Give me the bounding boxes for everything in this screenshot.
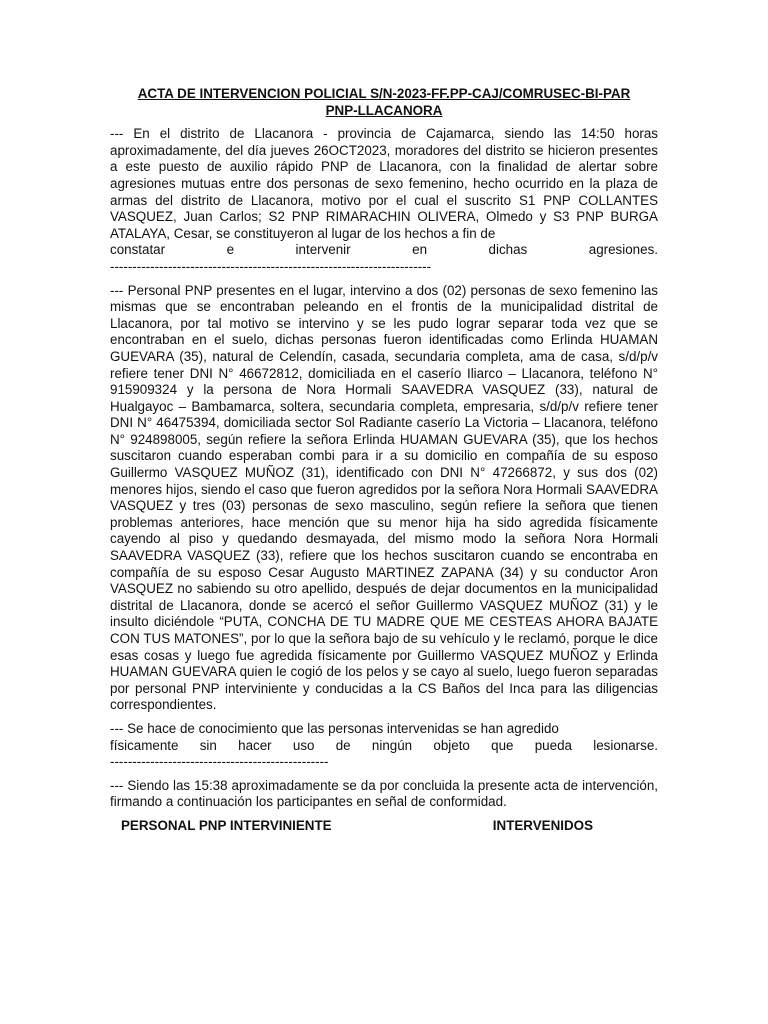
document-title xyxy=(110,86,658,119)
paragraph-2 xyxy=(110,283,658,714)
title-line-1: ACTA DE INTERVENCION POLICIAL S/N-2023-FF.PP-CAJ/COMRUSEC-BI-PAR xyxy=(137,86,631,101)
paragraph-2-text: --- Personal PNP presentes en el lugar, intervino a dos (02) personas de sexo femenino las mismas que se encontraban peleando en el frontis de la municipalidad distrital de Llacanora, por tal motivo se intervino y se les pudo lograr separar toda vez que se encontraban en el suelo, dichas personas fueron identificadas como Erlinda HUAMAN GUEVARA (35), natural de Celendín, casada, secundaria completa, ama de casa, s/d/p/v refiere tener DNI N° 46672812, domiciliada en el caserío Iliarco – Llacanora, teléfono N° 915909324 y la persona de Nora Hormali SAAVEDRA VASQUEZ (33), natural de Hualgayoc – Bambamarca, soltera, secundaria completa, empresaria, s/d/p/v refiere tener DNI N° 46475394, domiciliada sector Sol Radiante caserío La Victoria – Llacanora, teléfono N° 924898005, según refiere la señora Erlinda HUAMAN GUEVARA (35), que los hechos suscitaron cuando esperaban combi para ir a su domicilio en compañía de su esposo Guillermo VASQUEZ MUÑOZ (31), identificado con DNI N° 47266872, y sus dos (02) menores hijos, siendo el caso que fueron agredidos por la señora Nora Hormali SAAVEDRA VASQUEZ y tres (03) personas de sexo masculino, según refiere la señora que tienen problemas anteriores, hace mención que su menor hija ha sido agredida físicamente cayendo al piso y quedando desmayada, del mismo modo la señora Nora Hormali SAAVEDRA VASQUEZ (33), refiere que los hechos suscitaron cuando se encontraba en compañía de su esposo Cesar Augusto MARTINEZ ZAPANA (34) y su conductor Aron VASQUEZ no sabiendo su otro apellido, después de dejar documentos en la municipalidad distrital de Llacanora, donde se acercó el señor Guillermo VASQUEZ MUÑOZ (31) y le insulto diciéndole “PUTA, CONCHA DE TU MADRE QUE ME CESTEAS AHORA BAJATE CON TUS MATONES”, por lo que la señora bajo de su vehículo y le reclamó, porque le dice esas cosas y luego fue agredida físicamente por Guillermo VASQUEZ MUÑOZ y Erlinda HUAMAN GUEVARA quien le cogió de los pelos y se cayo al suelo, luego fueron separadas por personal PNP interviniente y conducidas a la CS Baños del Inca para las diligencias correspondientes. xyxy=(110,282,658,713)
paragraph-3-dash-line: ------------------------------------------------- xyxy=(110,754,329,770)
signature-headings xyxy=(110,818,658,835)
signature-heading-intervened: INTERVENIDOS xyxy=(492,817,593,833)
paragraph-3-last-line: físicamente sin hacer uso de ningún objeto que pueda lesionarse. xyxy=(110,737,658,753)
paragraph-1-dash-line: ------------------------------------------------------------------------ xyxy=(110,258,432,274)
paragraph-4 xyxy=(110,778,658,811)
title-line-2: PNP-LLACANORA xyxy=(325,102,443,118)
signature-heading-police: PERSONAL PNP INTERVINIENTE xyxy=(121,817,332,833)
paragraph-1-last-line: constatar e intervenir en dichas agresiones. xyxy=(110,242,658,258)
paragraph-3-text: --- Se hace de conocimiento que las personas intervenidas se han agredido xyxy=(110,720,559,736)
paragraph-1 xyxy=(110,126,658,275)
paragraph-3 xyxy=(110,721,658,771)
paragraph-4-text: --- Siendo las 15:38 aproximadamente se da por concluida la presente acta de intervención, firmando a continuación los participantes en señal de conformidad. xyxy=(110,777,658,810)
paragraph-1-text: --- En el distrito de Llacanora - provincia de Cajamarca, siendo las 14:50 horas aproximadamente, del día jueves 26OCT2023, moradores del distrito se hicieron presentes a este puesto de auxilio rápido PNP de Llacanora, con la finalidad de alertar sobre agresiones mutuas entre dos personas de sexo femenino, hecho ocurrido en la plaza de armas del distrito de Llacanora, motivo por el cual el suscrito S1 PNP COLLANTES VASQUEZ, Juan Carlos; S2 PNP RIMARACHIN OLIVERA, Olmedo y S3 PNP BURGA ATALAYA, Cesar, se constituyeron al lugar de los hechos a fin de xyxy=(110,126,658,241)
